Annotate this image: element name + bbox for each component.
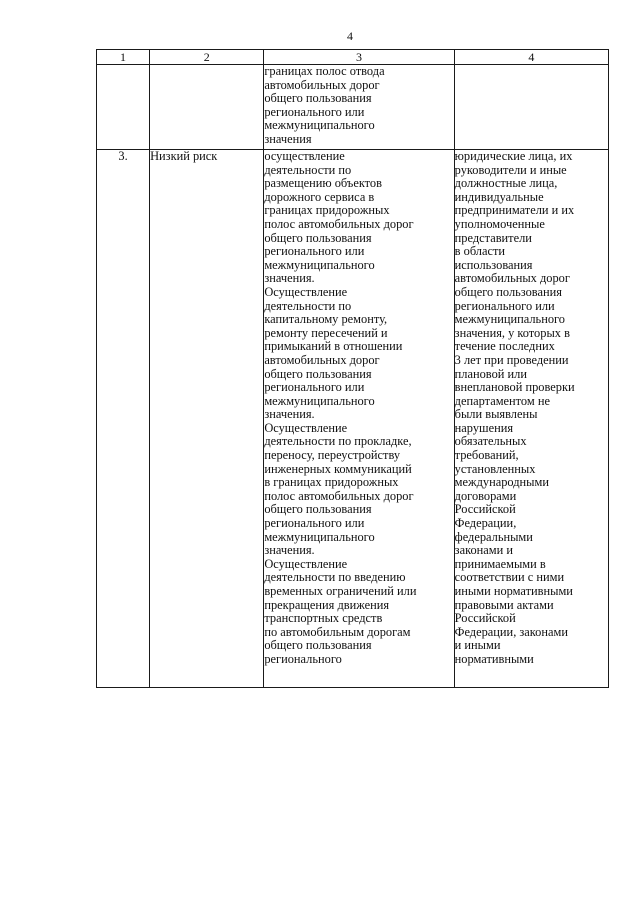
activity-text-line: границах полос отвода <box>264 64 385 78</box>
subject-text-line: 3 лет при проведении <box>454 352 569 367</box>
subject-text-line: требований, <box>454 448 519 463</box>
activity-text-line: регионального или <box>264 244 365 259</box>
activity-text-line: общего пользования <box>264 502 372 517</box>
activity-text-line: полос автомобильных дорог <box>264 216 414 231</box>
subject-text-line: иными нормативными <box>454 584 573 598</box>
subject-text-line: уполномоченные <box>454 216 545 231</box>
subject-text-line: принимаемыми в <box>454 556 546 571</box>
activity-text-line: Осуществление <box>264 420 348 435</box>
activity-text-line: Осуществление <box>264 556 348 571</box>
activity-text-line: деятельности по введению <box>264 570 406 585</box>
subject-text-line: автомобильных дорог <box>454 271 570 286</box>
subject-text-line: департаментом не <box>454 393 550 408</box>
regulation-table <box>96 49 609 688</box>
subject-text-line: установленных <box>454 461 536 476</box>
subject-text-line: течение последних <box>454 339 555 354</box>
subject-text-line: международными <box>454 475 549 490</box>
activity-text-line: инженерных коммуникаций <box>264 461 412 476</box>
activity-text-line: капитальному ремонту, <box>264 312 388 327</box>
risk-category: Низкий риск <box>150 150 264 688</box>
header-cell-4: 4 <box>454 50 608 65</box>
activity-text-line: регионального или <box>264 104 365 119</box>
subject-text-line: индивидуальные <box>454 189 544 204</box>
subject-text-line: Федерации, законами <box>454 624 568 639</box>
subject-text-line: должностные лица, <box>454 176 558 191</box>
continuation-cell-activity <box>264 65 454 150</box>
page-number: 4 <box>347 29 353 43</box>
subject-text-line: законами и <box>454 543 513 558</box>
activity-text-line: значения. <box>264 543 315 558</box>
activity-text-line: автомобильных дорог <box>264 352 380 367</box>
activity-text-line: прекращения движения <box>264 597 390 612</box>
subject-text-line: внеплановой проверки <box>454 380 575 395</box>
activity-text-line: полос автомобильных дорог <box>264 488 414 503</box>
subject-text-line: значения, у которых в <box>454 325 570 340</box>
activity-text-line: межмуниципального <box>264 118 375 133</box>
subject-text-line: Российской <box>454 611 516 626</box>
subject-text-line: федеральными <box>454 529 533 544</box>
activity-text-line: общего пользования <box>264 366 372 381</box>
activity-text-line: примыканий в отношении <box>264 339 403 354</box>
activity-text-line: в границах придорожных <box>264 475 399 490</box>
subject-text-line: и иными <box>454 638 501 653</box>
table-header-row <box>97 50 609 65</box>
activity-text-line: межмуниципального <box>264 257 375 272</box>
activity-text-line: деятельности по <box>264 298 352 313</box>
activity-text-line: общего пользования <box>264 91 372 106</box>
activity-text-line: межмуниципального <box>264 393 375 408</box>
activity-description <box>264 150 454 688</box>
subject-text-line: руководители и иные <box>454 162 567 177</box>
table-row-3 <box>97 150 609 688</box>
activity-text-line: общего пользования <box>264 638 372 653</box>
activity-text-line: по автомобильным дорогам <box>264 624 411 639</box>
subject-text-line: Федерации, <box>454 516 517 531</box>
activity-text-line: осуществление <box>264 149 345 163</box>
activity-text-line: переносу, переустройству <box>264 448 401 463</box>
activity-text-line: регионального <box>264 651 342 666</box>
continuation-cell-subjects <box>454 65 608 150</box>
continuation-cell-number <box>97 65 150 150</box>
subject-text-line: регионального или <box>454 298 555 313</box>
controlled-subjects <box>454 150 608 688</box>
subject-text-line: использования <box>454 257 533 272</box>
subject-text-line: межмуниципального <box>454 312 566 327</box>
activity-text-line: ремонту пересечений и <box>264 325 388 340</box>
row-number: 3. <box>97 150 150 688</box>
subject-text-line: плановой или <box>454 366 527 381</box>
subject-text-line: правовыми актами <box>454 597 554 612</box>
subject-text-line: обязательных <box>454 434 527 449</box>
subject-text-line: юридические лица, их <box>454 149 573 163</box>
continuation-cell-risk <box>150 65 264 150</box>
table-row-continuation <box>97 65 609 150</box>
activity-text-line: межмуниципального <box>264 529 375 544</box>
subject-text-line: договорами <box>454 488 517 503</box>
activity-text-line: деятельности по <box>264 162 352 177</box>
header-cell-3: 3 <box>264 50 454 65</box>
subject-text-line: в области <box>454 244 506 259</box>
header-cell-1: 1 <box>97 50 150 65</box>
subject-text-line: нарушения <box>454 420 514 435</box>
subject-text-line: предприниматели и их <box>454 203 575 218</box>
subject-text-line: соответствии с ними <box>454 570 565 585</box>
subject-text-line: нормативными <box>454 651 534 666</box>
activity-text-line: дорожного сервиса в <box>264 189 375 204</box>
activity-text-line: регионального или <box>264 380 365 395</box>
activity-text-line: транспортных средств <box>264 611 383 626</box>
activity-text-line: границах придорожных <box>264 203 390 218</box>
activity-text-line: значения. <box>264 271 315 286</box>
activity-text-line: значения. <box>264 407 315 422</box>
subject-text-line: общего пользования <box>454 284 562 299</box>
activity-text-line: Осуществление <box>264 284 348 299</box>
activity-text-line: регионального или <box>264 516 365 531</box>
activity-text-line: размещению объектов <box>264 176 382 191</box>
subject-text-line: Российской <box>454 502 516 517</box>
subject-text-line: были выявлены <box>454 407 538 422</box>
activity-text-line: значения <box>264 131 312 146</box>
header-cell-2: 2 <box>150 50 264 65</box>
activity-text-line: автомобильных дорог <box>264 77 380 92</box>
subject-text-line: представители <box>454 230 532 245</box>
activity-text-line: временных ограничений или <box>264 584 417 598</box>
activity-text-line: общего пользования <box>264 230 372 245</box>
activity-text-line: деятельности по прокладке, <box>264 434 412 449</box>
